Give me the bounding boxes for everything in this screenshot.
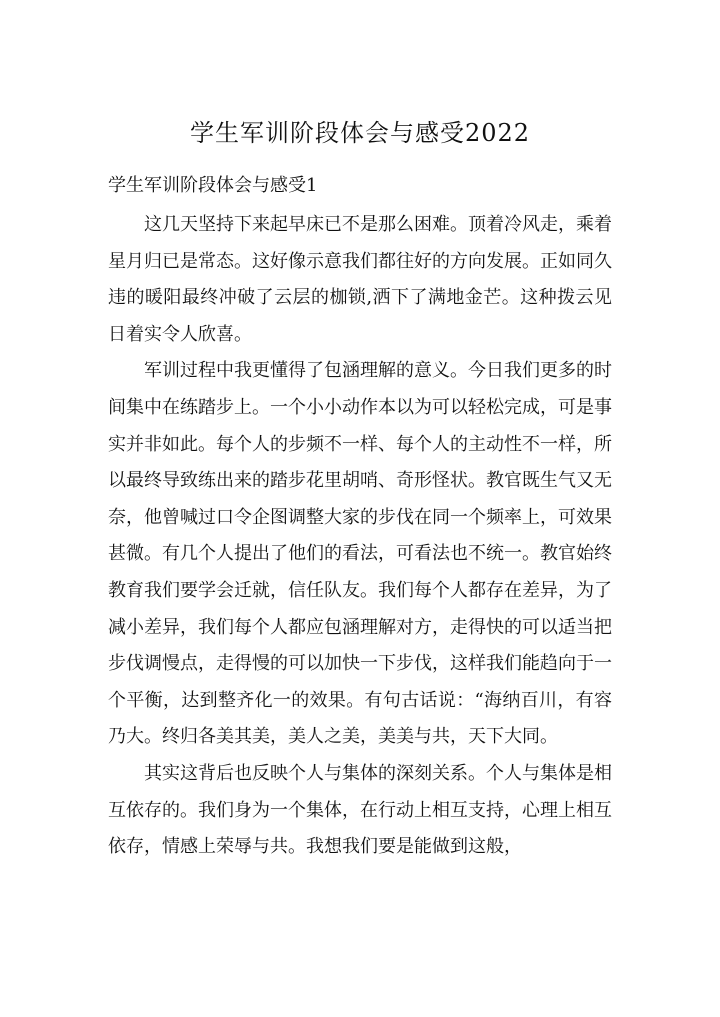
document-title: 学生军训阶段体会与感受2022 [189, 119, 531, 147]
section-heading: 学生军训阶段体会与感受1 [108, 175, 318, 196]
paragraph-3: 其实这背后也反映个人与集体的深刻关系。个人与集体是相互依存的。我们身为一个集体，在行动上相互支持，心理上相互依存，情感上荣辱与共。我想我们要是能做到这般， [108, 762, 612, 858]
paragraph-1: 这几天坚持下来起早床已不是那么困难。顶着冷风走，乘着星月归已是常态。这好像示意我们都往好的方向发展。正如同久违的暖阳最终冲破了云层的枷锁,洒下了满地金芒。这种拨云见日着实令人欣喜。 [108, 214, 612, 345]
paragraph-2: 军训过程中我更懂得了包涵理解的意义。今日我们更多的时间集中在练踏步上。一个小小动作本以为可以轻松完成，可是事实并非如此。每个人的步频不一样、每个人的主动性不一样，所以最终导致练出来的踏步花里胡哨、奇形怪状。教官既生气又无奈，他曾喊过口令企图调整大家的步伐在同一个频率上，可效果甚微。有几个人提出了他们的看法，可看法也不统一。教官始终教育我们要学会迁就，信任队友。我们每个人都存在差异，为了减小差异，我们每个人都应包涵理解对方，走得快的可以适当把步伐调慢点，走得慢的可以加快一下步伐，这样我们能趋向于一个平衡，达到整齐化一的效果。有句古话说：“海纳百川，有容乃大。终归各美其美，美人之美，美美与共，天下大同。 [108, 360, 612, 748]
